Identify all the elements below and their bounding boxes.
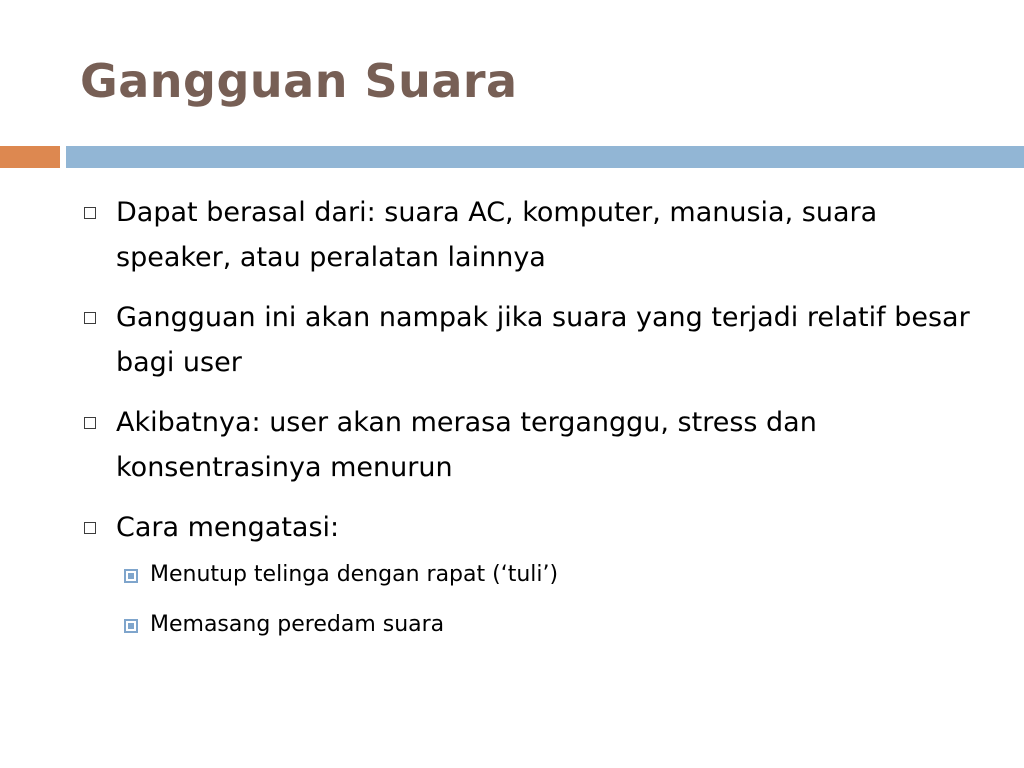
- bullet-item: [80, 505, 980, 550]
- title-accent-bar-blue: [66, 146, 1024, 168]
- bullet-item: [80, 400, 980, 490]
- filled-square-bullet-icon: [124, 619, 138, 633]
- bullet-item: [80, 295, 980, 385]
- filled-square-bullet-icon: [124, 569, 138, 583]
- sub-bullet-item: [80, 610, 980, 640]
- bullet-text: Akibatnya: user akan merasa terganggu, stress dan konsentrasinya menurun: [116, 407, 817, 483]
- sub-bullet-list: [80, 560, 980, 640]
- sub-bullet-text: Memasang peredam suara: [150, 612, 445, 637]
- square-bullet-icon: [84, 417, 96, 429]
- square-bullet-icon: [84, 522, 96, 534]
- slide-content: [80, 190, 980, 660]
- sub-bullet-item: [80, 560, 980, 590]
- bullet-text: Gangguan ini akan nampak jika suara yang terjadi relatif besar bagi user: [116, 302, 970, 378]
- slide-title: Gangguan Suara: [80, 54, 518, 108]
- square-bullet-icon: [84, 207, 96, 219]
- sub-bullet-text: Menutup telinga dengan rapat (‘tuli’): [150, 562, 559, 587]
- bullet-text: Cara mengatasi:: [116, 512, 340, 543]
- title-accent-bar-orange: [0, 146, 60, 168]
- bullet-item: [80, 190, 980, 280]
- bullet-text: Dapat berasal dari: suara AC, komputer, manusia, suara speaker, atau peralatan lainnya: [116, 197, 878, 273]
- square-bullet-icon: [84, 312, 96, 324]
